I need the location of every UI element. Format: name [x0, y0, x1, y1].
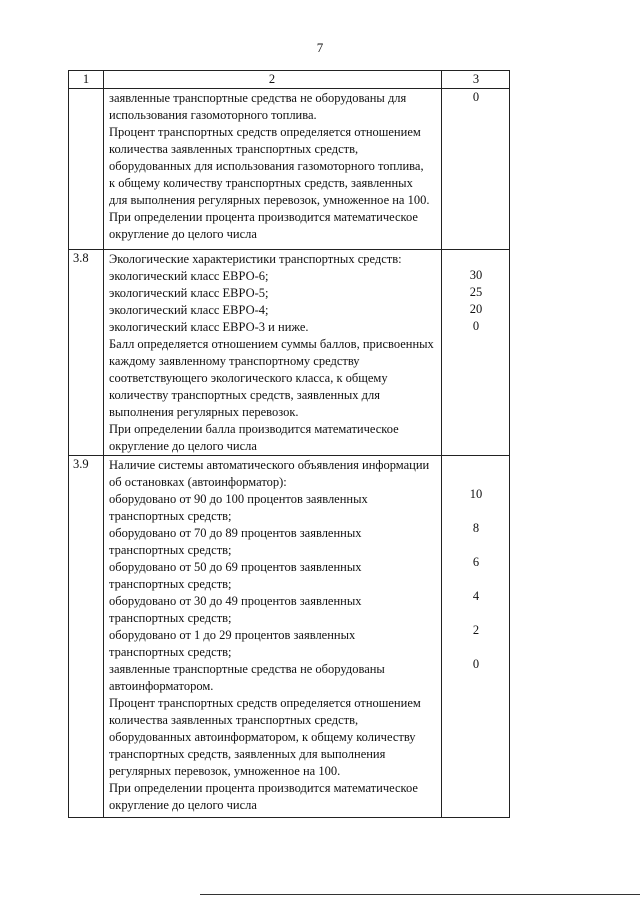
text-line: соответствующего экологического класса, к общему: [109, 371, 388, 385]
text-line: транспортных средств;: [109, 543, 232, 557]
score-value: 30: [469, 268, 483, 282]
text-line: Наличие системы автоматического объявления информации: [109, 458, 430, 472]
score-value: 2: [472, 623, 480, 637]
text-line: оборудованных для использования газомоторного топлива,: [109, 159, 424, 173]
row-number-3-8: 3.8: [73, 251, 89, 265]
score-value: 8: [472, 521, 480, 535]
text-line: транспортных средств;: [109, 611, 232, 625]
text-line: выполнения регулярных перевозок.: [109, 405, 299, 419]
text-line: округление до целого числа: [109, 227, 257, 241]
text-line: количества заявленных транспортных средств,: [109, 713, 359, 727]
row-divider: [69, 455, 509, 456]
text-line: экологический класс ЕВРО-4;: [109, 303, 269, 317]
text-line: автоинформатором.: [109, 679, 214, 693]
text-line: оборудовано от 90 до 100 процентов заявленных: [109, 492, 368, 506]
text-line: оборудовано от 30 до 49 процентов заявленных: [109, 594, 362, 608]
text-line: округление до целого числа: [109, 439, 257, 453]
page-number: 7: [316, 40, 324, 55]
text-line: транспортных средств;: [109, 509, 232, 523]
page-bottom-rule: [200, 894, 640, 895]
text-line: для выполнения регулярных перевозок, умноженное на 100.: [109, 193, 430, 207]
text-line: транспортных средств;: [109, 645, 232, 659]
score-value: 25: [469, 285, 483, 299]
score-value: 0: [472, 319, 480, 333]
text-line: транспортных средств;: [109, 577, 232, 591]
text-line: экологический класс ЕВРО-5;: [109, 286, 269, 300]
continued-row-text: [109, 90, 509, 243]
text-line: округление до целого числа: [109, 798, 257, 812]
score-value: 10: [469, 487, 483, 501]
score-value: 0: [472, 90, 480, 104]
header-col-2: 2: [268, 72, 276, 86]
score-value: 20: [469, 302, 483, 316]
row-number-3-9: 3.9: [73, 457, 89, 471]
score-value: 0: [472, 657, 480, 671]
text-line: оборудованных автоинформатором, к общему количеству: [109, 730, 416, 744]
text-line: оборудовано от 1 до 29 процентов заявленных: [109, 628, 356, 642]
header-col-3: 3: [472, 72, 480, 86]
text-line: оборудовано от 50 до 69 процентов заявленных: [109, 560, 362, 574]
text-line: к общему количеству транспортных средств, заявленных: [109, 176, 413, 190]
text-line: использования газомоторного топлива.: [109, 108, 317, 122]
text-line: Балл определяется отношением суммы баллов, присвоенных: [109, 337, 434, 351]
text-line: При определении процента производится математическое: [109, 781, 418, 795]
text-line: количеству транспортных средств, заявленных для: [109, 388, 381, 402]
header-col-1: 1: [82, 72, 90, 86]
score-value: 4: [472, 589, 480, 603]
text-line: количества заявленных транспортных средств,: [109, 142, 359, 156]
column-divider-1: [103, 71, 104, 817]
score-value: 6: [472, 555, 480, 569]
text-line: регулярных перевозок, умноженное на 100.: [109, 764, 341, 778]
text-line: При определении процента производится математическое: [109, 210, 418, 224]
text-line: Экологические характеристики транспортных средств:: [109, 252, 402, 266]
header-divider: [69, 88, 509, 89]
text-line: Процент транспортных средств определяется отношением: [109, 125, 421, 139]
text-line: экологический класс ЕВРО-3 и ниже.: [109, 320, 309, 334]
text-line: каждому заявленному транспортному средству: [109, 354, 360, 368]
row-divider: [69, 249, 509, 250]
text-line: Процент транспортных средств определяется отношением: [109, 696, 421, 710]
text-line: транспортных средств, заявленных для выполнения: [109, 747, 386, 761]
text-line: экологический класс ЕВРО-6;: [109, 269, 269, 283]
text-line: оборудовано от 70 до 89 процентов заявленных: [109, 526, 362, 540]
text-line: об остановках (автоинформатор):: [109, 475, 287, 489]
criteria-table: [68, 70, 510, 818]
text-line: заявленные транспортные средства не оборудованы: [109, 662, 385, 676]
text-line: заявленные транспортные средства не оборудованы для: [109, 91, 407, 105]
text-line: При определении балла производится математическое: [109, 422, 399, 436]
